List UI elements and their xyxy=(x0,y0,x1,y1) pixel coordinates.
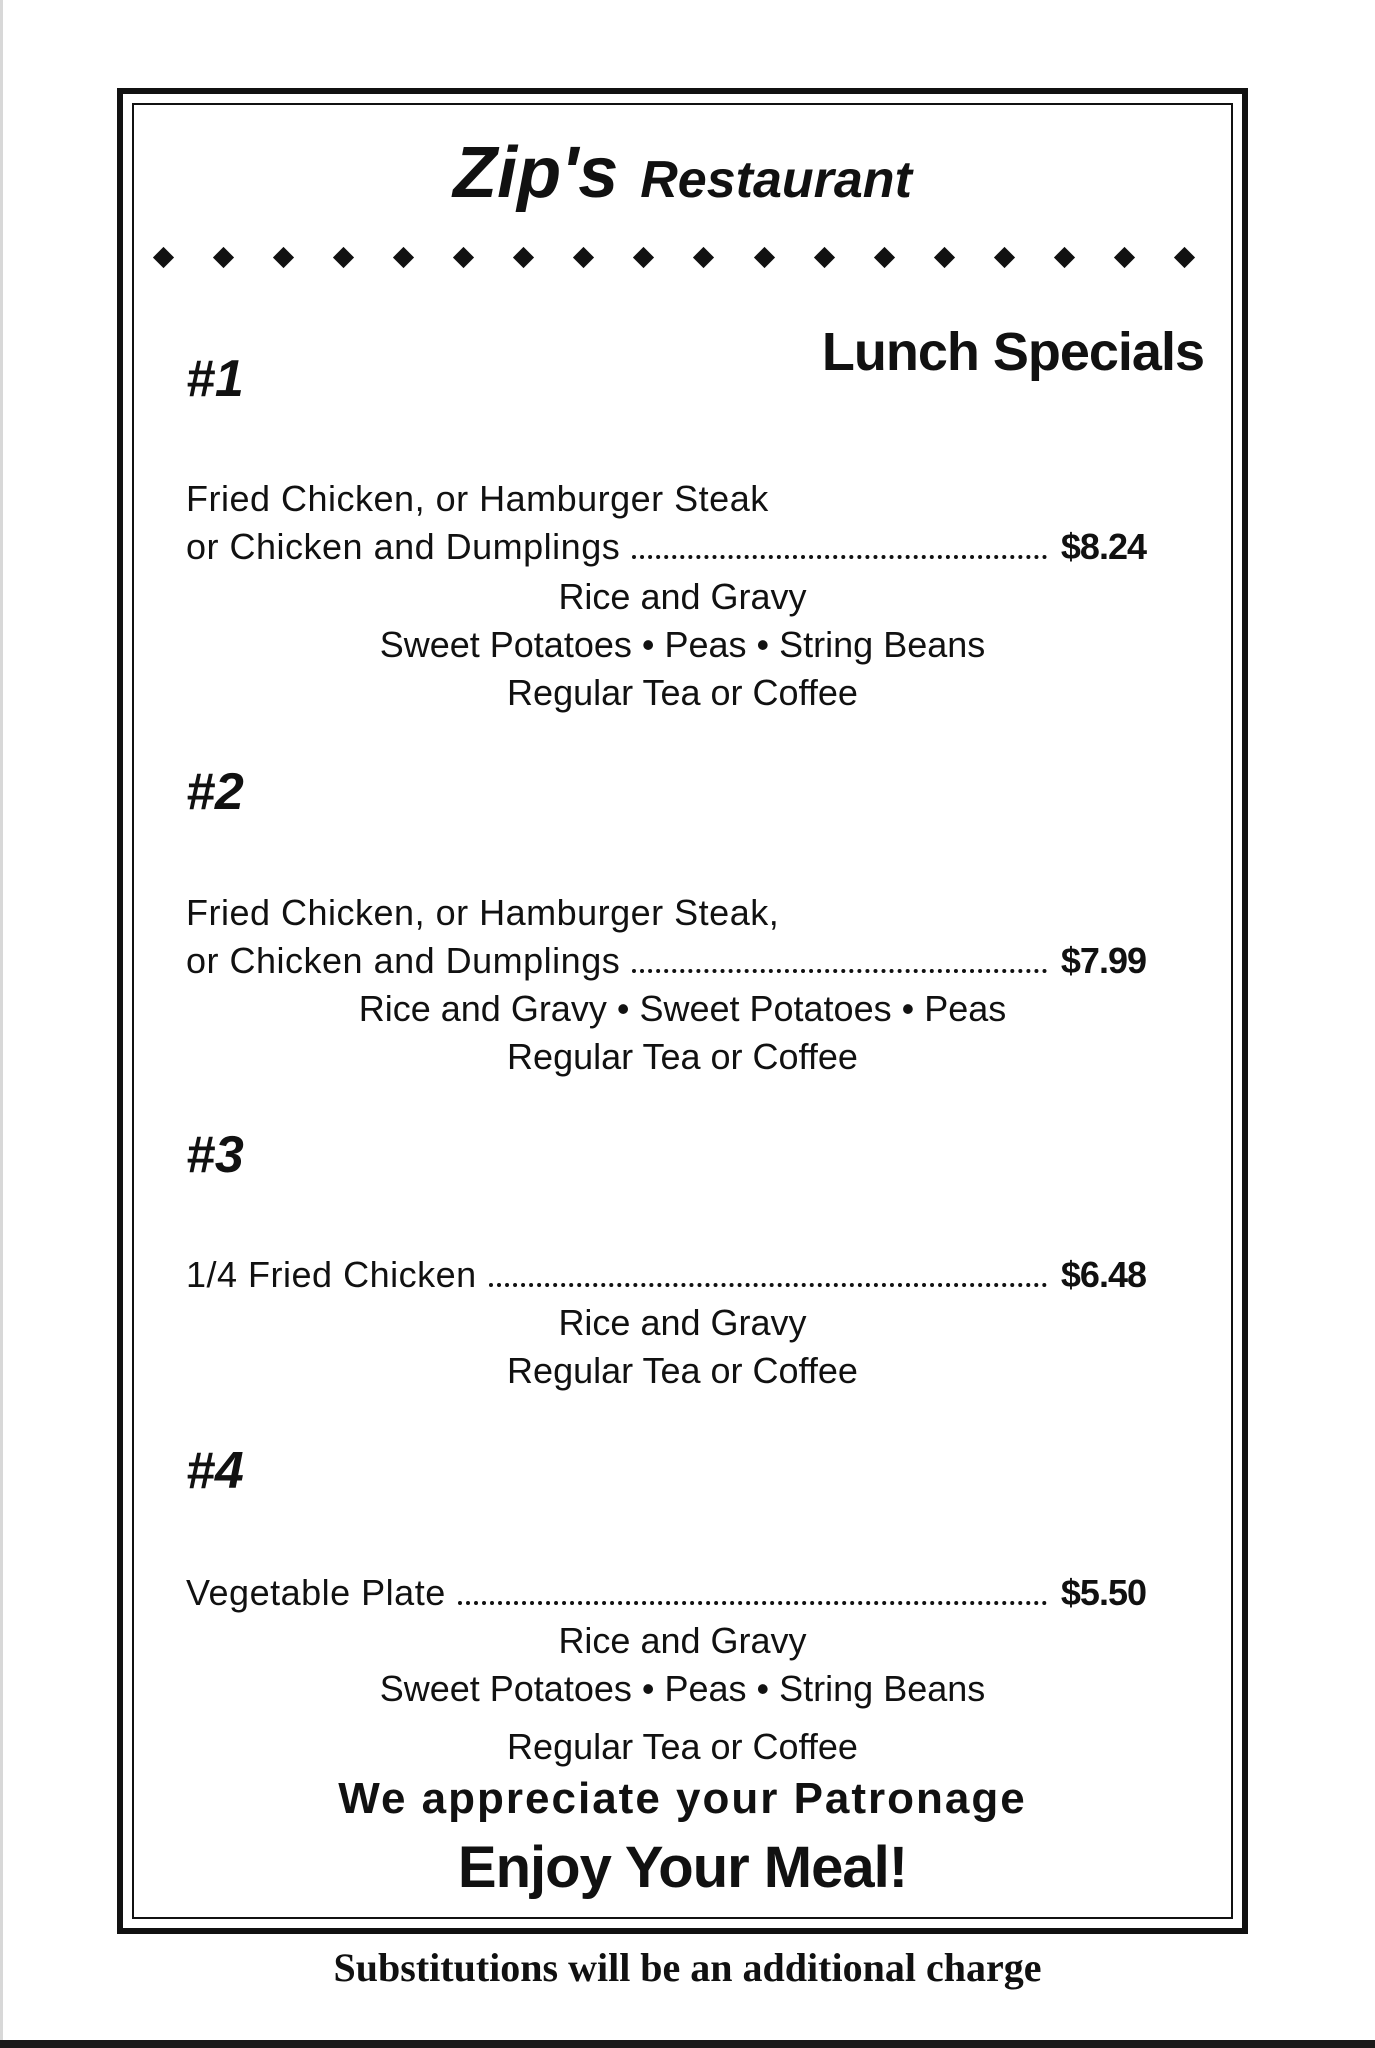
special-1-side: Sweet Potatoes • Peas • String Beans xyxy=(379,624,986,665)
diamond-ornament-icon xyxy=(392,246,414,268)
special-1-side: Rice and Gravy xyxy=(558,576,807,617)
special-2-side: Rice and Gravy • Sweet Potatoes • Peas xyxy=(358,988,1007,1029)
special-4-price-line xyxy=(186,1572,1146,1614)
diamond-ornament-icon xyxy=(453,246,475,268)
special-1-item-line1: Fried Chicken, or Hamburger Steak xyxy=(186,478,769,519)
special-2-price: $7.99 xyxy=(1060,940,1146,981)
special-2-item-line2: or Chicken and Dumplings xyxy=(186,940,621,981)
substitution-note: Substitutions will be an additional charge xyxy=(333,1945,1042,1990)
diamond-ornament-icon xyxy=(332,246,354,268)
special-1-price: $8.24 xyxy=(1060,526,1146,567)
restaurant-title xyxy=(123,132,1242,214)
diamond-ornament-icon xyxy=(513,246,535,268)
dot-leader xyxy=(632,969,1047,973)
special-1-item-line2: or Chicken and Dumplings xyxy=(186,526,621,567)
dot-leader xyxy=(458,1601,1047,1605)
lunch-specials-heading: Lunch Specials xyxy=(821,322,1204,382)
special-number-1: #1 xyxy=(186,350,244,408)
diamond-ornament-icon xyxy=(633,246,655,268)
diamond-ornament-icon xyxy=(933,246,955,268)
special-4-side: Regular Tea or Coffee xyxy=(507,1726,858,1767)
diamond-divider xyxy=(152,246,1196,268)
menu-frame xyxy=(117,88,1248,1934)
special-4-side: Sweet Potatoes • Peas • String Beans xyxy=(379,1668,986,1709)
page-edge-bottom xyxy=(0,2040,1375,2048)
special-3-side: Rice and Gravy xyxy=(558,1302,807,1343)
diamond-ornament-icon xyxy=(573,246,595,268)
page-edge-shadow xyxy=(0,0,3,2048)
enjoy-meal-text: Enjoy Your Meal! xyxy=(457,1835,908,1900)
special-4-side: Rice and Gravy xyxy=(558,1620,807,1661)
special-4-item: Vegetable Plate xyxy=(186,1572,446,1613)
diamond-ornament-icon xyxy=(873,246,895,268)
special-4-price: $5.50 xyxy=(1060,1572,1146,1613)
special-3-price-line xyxy=(186,1254,1146,1296)
special-2-price-line xyxy=(186,940,1146,982)
diamond-ornament-icon xyxy=(272,246,294,268)
dot-leader xyxy=(489,1283,1047,1287)
special-number-3: #3 xyxy=(186,1126,244,1184)
restaurant-word: Restaurant xyxy=(640,151,912,209)
diamond-ornament-icon xyxy=(152,246,174,268)
diamond-ornament-icon xyxy=(1114,246,1136,268)
special-1-side: Regular Tea or Coffee xyxy=(507,672,858,713)
patronage-text: We appreciate your Patronage xyxy=(338,1774,1027,1823)
diamond-ornament-icon xyxy=(994,246,1016,268)
special-3-item: 1/4 Fried Chicken xyxy=(186,1254,477,1295)
special-number-2: #2 xyxy=(186,763,244,821)
diamond-ornament-icon xyxy=(693,246,715,268)
special-3-side: Regular Tea or Coffee xyxy=(507,1350,858,1391)
special-2-side: Regular Tea or Coffee xyxy=(507,1036,858,1077)
diamond-ornament-icon xyxy=(212,246,234,268)
special-number-4: #4 xyxy=(186,1442,244,1500)
diamond-ornament-icon xyxy=(1174,246,1196,268)
special-3-price: $6.48 xyxy=(1060,1254,1146,1295)
special-1-price-line xyxy=(186,526,1146,568)
dot-leader xyxy=(632,555,1047,559)
special-2-item-line1: Fried Chicken, or Hamburger Steak, xyxy=(186,892,780,933)
diamond-ornament-icon xyxy=(753,246,775,268)
diamond-ornament-icon xyxy=(813,246,835,268)
restaurant-name: Zip's xyxy=(453,133,619,213)
diamond-ornament-icon xyxy=(1054,246,1076,268)
